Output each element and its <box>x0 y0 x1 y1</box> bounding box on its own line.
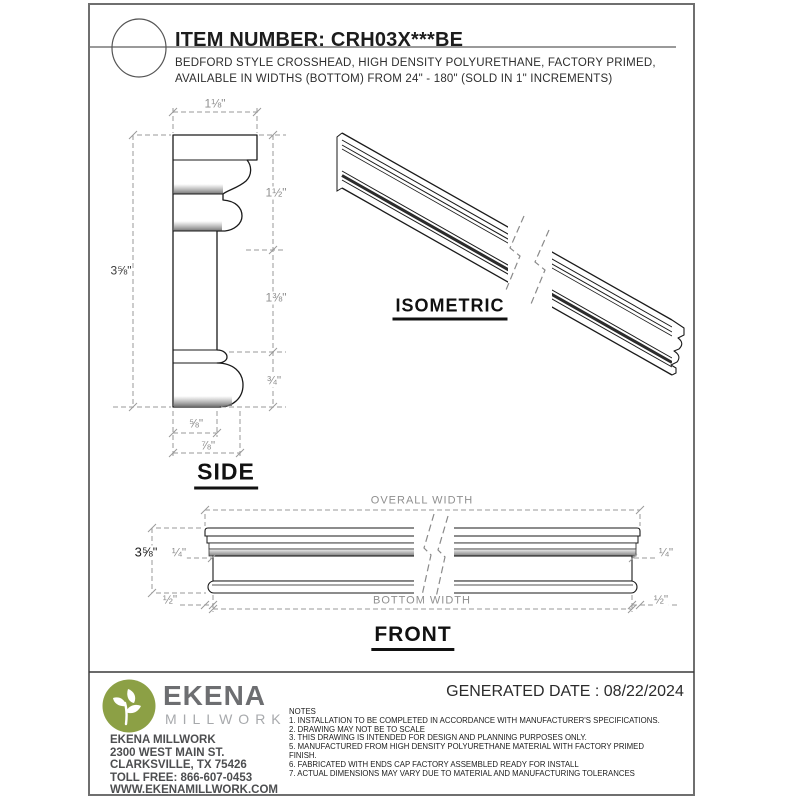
front-dim-bottom-width: BOTTOM WIDTH <box>373 594 471 607</box>
front-view-label: FRONT <box>371 623 454 651</box>
address-line: WWW.EKENAMILLWORK.COM <box>110 784 279 797</box>
note-line: 3. THIS DRAWING IS INTENDED FOR DESIGN AND PLANNING PURPOSES ONLY. <box>289 733 587 743</box>
side-dim-lower-height: ¾" <box>266 373 282 388</box>
side-dim-overall-height: 3⅝" <box>110 263 132 278</box>
side-dim-middle-height: 1⅜" <box>265 290 287 305</box>
side-dim-bottom-inner: ⅝" <box>188 416 204 431</box>
note-line: 5. MANUFACTURED FROM HIGH DENSITY POLYURETHANE MATERIAL WITH FACTORY PRIMED <box>289 742 644 752</box>
address-line: EKENA MILLWORK <box>110 734 216 746</box>
isometric-view-label: ISOMETRIC <box>392 296 507 321</box>
isometric-drawing <box>337 133 684 375</box>
note-line: 1. INSTALLATION TO BE COMPLETED IN ACCORDANCE WITH MANUFACTURER'S SPECIFICATIONS. <box>289 715 660 725</box>
note-line: 2. DRAWING MAY NOT BE TO SCALE <box>289 724 425 734</box>
address-line: TOLL FREE: 866-607-0453 <box>110 771 253 784</box>
side-dim-upper-height: 1½" <box>265 185 287 200</box>
front-dim-height: 3⅝" <box>134 544 158 560</box>
front-dim-left-inset: ¼" <box>171 545 187 560</box>
item-description-line1: BEDFORD STYLE CROSSHEAD, HIGH DENSITY POLYURETHANE, FACTORY PRIMED, <box>175 57 656 69</box>
item-description-line2: AVAILABLE IN WIDTHS (BOTTOM) FROM 24" - 180" (SOLD IN 1" INCREMENTS) <box>175 73 613 85</box>
item-number-title: ITEM NUMBER: CRH03X***BE <box>175 29 464 51</box>
side-dim-top-width: 1⅛" <box>204 96 226 111</box>
note-line: FINISH. <box>289 750 317 760</box>
front-dim-left-end: ½" <box>162 592 178 607</box>
notes-title: NOTES <box>289 707 316 716</box>
note-line: 7. ACTUAL DIMENSIONS MAY VARY DUE TO MATERIAL AND MANUFACTURING TOLERANCES <box>289 768 635 778</box>
company-address <box>110 734 278 797</box>
notes-block <box>289 708 693 778</box>
address-line: 2300 WEST MAIN ST. <box>110 746 225 759</box>
side-view-drawing <box>113 108 286 457</box>
note-line: 6. FABRICATED WITH ENDS CAP FACTORY ASSEMBLED READY FOR INSTALL <box>289 759 579 769</box>
brand-name: EKENA <box>163 680 267 711</box>
generated-date: GENERATED DATE : 08/22/2024 <box>446 683 684 700</box>
front-dim-overall-width: OVERALL WIDTH <box>370 494 474 507</box>
address-line: CLARKSVILLE, TX 75426 <box>110 759 247 772</box>
front-dim-right-end: ½" <box>653 592 669 607</box>
front-dim-right-inset: ¼" <box>658 545 674 560</box>
side-dim-bottom-outer: ⅞" <box>200 438 216 453</box>
side-view-label: SIDE <box>194 459 258 490</box>
brand-subname: MILLWORK <box>165 711 287 727</box>
brand-logo-leaf-icon <box>101 678 157 734</box>
